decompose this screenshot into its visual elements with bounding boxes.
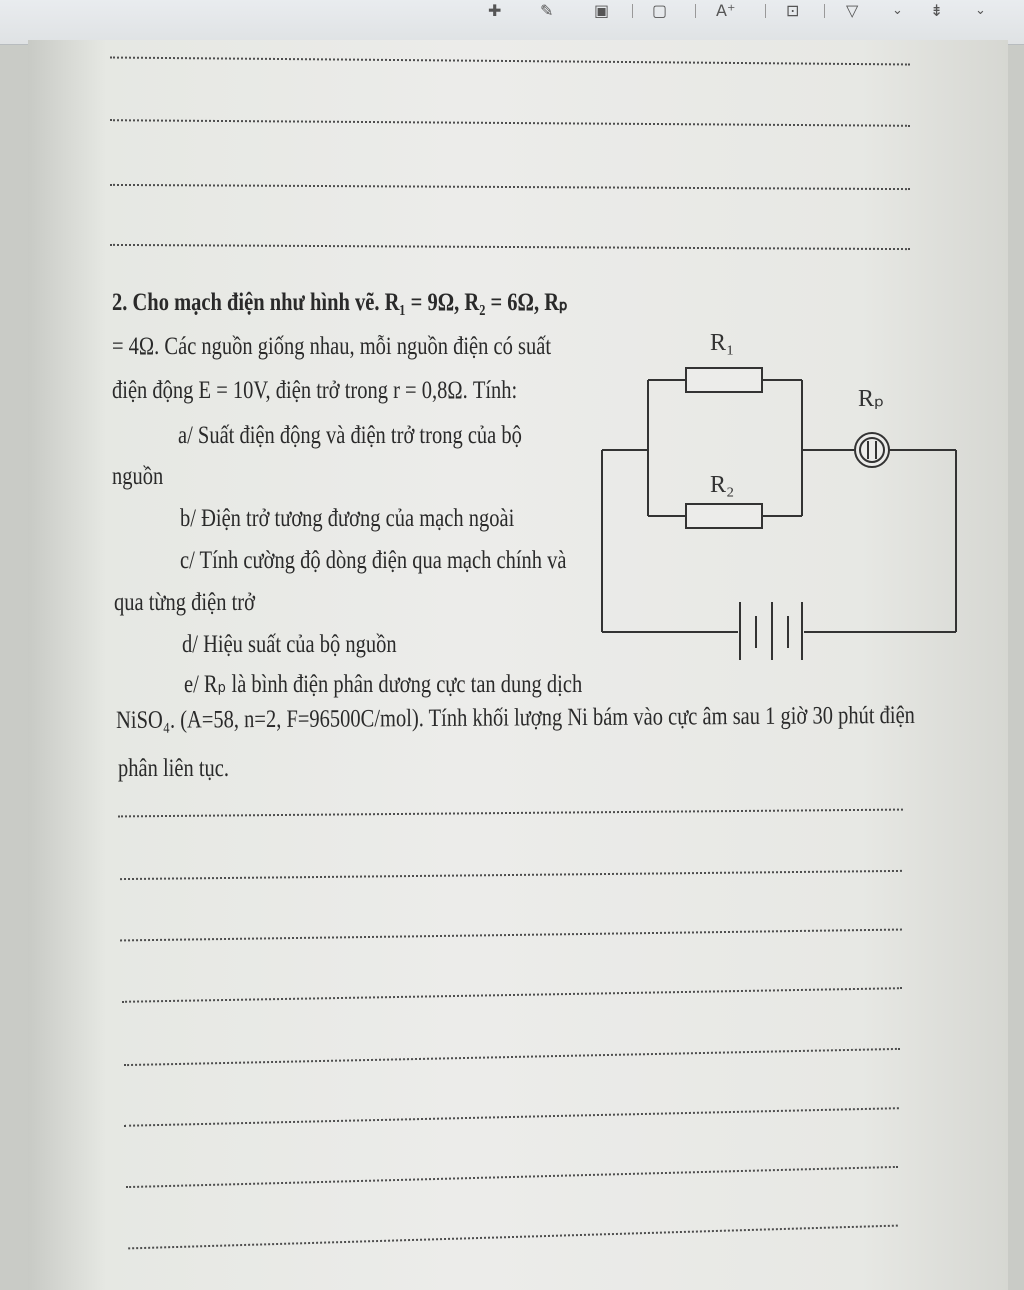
question-part-a-cont: nguồn (112, 463, 164, 490)
question-part-a: a/ Suất điện động và điện trở trong của bộ (178, 422, 522, 449)
question-part-e-cont: phân liên tục. (118, 755, 230, 782)
question-part-d: d/ Hiệu suất của bộ nguồn (182, 631, 397, 658)
question-part-c: c/ Tính cường độ dòng điện qua mạch chính và (180, 547, 567, 574)
pen-icon[interactable]: ✎ (540, 1, 554, 20)
question-line: điện động E = 10V, điện trở trong r = 0,8Ω. Tính: (112, 377, 518, 404)
chevron-down-icon[interactable]: ⌄ (975, 3, 986, 18)
r2-label: R₂ (710, 472, 735, 498)
pin-icon[interactable]: ✚ (488, 1, 502, 20)
question-part-c-cont: qua từng điện trở (114, 589, 255, 616)
funnel-icon[interactable]: ▽ (846, 1, 859, 20)
circuit-diagram (590, 320, 970, 690)
question-part-e: e/ Rₚ là bình điện phân dương cực tan dung dịch (184, 671, 583, 698)
chevron-down-icon[interactable]: ⌄ (892, 3, 903, 18)
sort-icon[interactable]: ⇟ (930, 1, 944, 20)
resistor-r1 (686, 368, 762, 392)
app-toolbar (0, 0, 1024, 45)
question-line: = 4Ω. Các nguồn giống nhau, mỗi nguồn điện có suất (112, 333, 552, 360)
question-line: 2. Cho mạch điện như hình vẽ. R₁ = 9Ω, R₂ = 6Ω, Rₚ (112, 289, 568, 316)
image-icon[interactable]: ▣ (594, 1, 610, 20)
font-size-icon[interactable]: A⁺ (716, 1, 736, 20)
rp-label: Rₚ (858, 386, 885, 412)
question-part-b: b/ Điện trở tương đương của mạch ngoài (180, 505, 515, 532)
r1-label: R₁ (710, 330, 735, 356)
text-box-icon[interactable]: ⊡ (786, 1, 800, 20)
image-frame-icon[interactable]: ▢ (652, 1, 668, 20)
question-part-e-cont: NiSO₄. (A=58, n=2, F=96500C/mol). Tính khối lượng Ni bám vào cực âm sau 1 giờ 30 phút điện (116, 701, 915, 734)
resistor-r2 (686, 504, 762, 528)
